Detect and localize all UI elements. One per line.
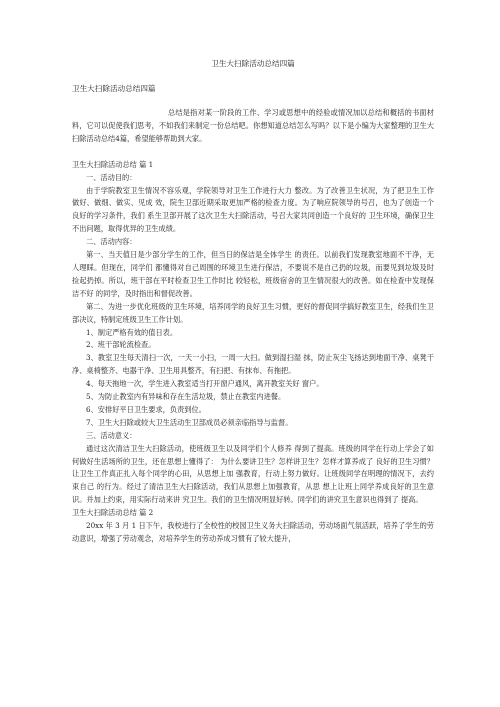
part2-para1: 20xx 年 3 月 1 日下午，我校进行了全校性的校园卫生义务大扫除活动，劳动场面气氛活跃，培养了学生的劳动意识，增强了劳动观念，对培养学生的劳动养成习惯有了较大提升， xyxy=(72,521,434,543)
list-item: 6、安排好平日卫生要求，负责到位。 xyxy=(86,404,206,414)
part1-section1-title: 一、活动目的： xyxy=(86,172,137,182)
part1-section2-para2: 第二、为进一步优化班级的卫生环境，培养同学的良好卫生习惯，更好的督促同学搞好教室卫生，经我们生卫部决议，特制定班级卫生工作计划。 xyxy=(72,301,434,324)
part1-heading: 卫生大扫除活动总结 篇 1 xyxy=(72,159,154,169)
intro-paragraph: 总结是指对某一阶段的工作、学习或思想中的经验或情况加以总结和概括的书面材料，它可以促使我们思考，不如我们来制定一份总结吧。你想知道总结怎么写吗？以下是小编为大家整理的卫生大扫除活动总结4篇，希望能够帮助到大家。 xyxy=(72,108,434,143)
list-item: 3、教室卫生每天清扫一次，一天一小扫，一周一大扫。做到湿扫湿 抹，防止灰尘飞扬达到地面干净、桌凳干净、桌椅整齐、电器干净、卫生用具整齐，有扫把、有抹布、有拖把。 xyxy=(72,353,434,376)
list-item: 1、制定严格有效的值日表。 xyxy=(86,327,178,337)
part1-section3-text: 通过这次清洁卫生大扫除活动，使班级卫生以及同学们个人修养 得到了提高。班级的同学在行动上学会了如何做好生活场所的卫生，还在思想上懂得了： 为什么要讲卫生？怎样讲卫生？怎样才算养成了 良好的卫生习惯？让卫生工作真正扎入每个同学的心田，从思想上加 强教育，行动上努力做好。让班级同学在明理的情况下，去约束自己 的行为。经过了清洁卫生大扫除活动，我们从思想上加强教育，从思 想上让班上同学养成良好的卫生意识。并加上约束，用实际行动来讲 究卫生。我们的卫生情况明显好转。同学们的讲究卫生意识也得到了 提高。 xyxy=(72,443,434,505)
part1-section3-title: 三、活动意义： xyxy=(86,430,137,440)
part1-section2-title: 二、活动内容： xyxy=(86,237,137,247)
part2-heading: 卫生大扫除活动总结 篇 2 xyxy=(72,508,154,518)
document-title: 卫生大扫除活动总结四篇 xyxy=(211,59,295,68)
part1-section2-para1: 第一、当天值日是少部分学生的工作，但当日的保洁是全体学生 的责任。以前我们发现教室地面不干净，无人理睬。但现在，同学们 都懂得对自己周围的环境卫生进行保洁，不要说不是自己扔的垃圾，而要见到垃圾及时捡起扔掉。所以，班干部在平时检查卫生工作时比 较轻松，班级宿舍的卫生情况很大的改善。如在检查中发现保洁不好 的同学，及时指出和督促改善。 xyxy=(72,250,434,298)
list-item: 4、每天拖地一次，学生进入教室适当打开窗户通风，离开教室关好 窗户。 xyxy=(86,379,324,389)
list-item: 5、为防止教室内有异味和存在生活垃圾，禁止在教室内进餐。 xyxy=(86,392,286,402)
part1-section1-text: 由于学院教室卫生情况不容乐观，学院领导对卫生工作进行大力 整改。为了改善卫生状况，为了把卫生工作做好、做细、做实、见成 效，院生卫部近期采取更加严格的检查力度。为了响应院领导的号召，也为了创造一个良好的学习条件，我们 系生卫部开展了这次卫生大扫除活动，号召大家共同创造一个良好的 卫生环境，确保卫生不出问题，取得优异的卫生成绩。 xyxy=(72,185,434,234)
list-item: 7、卫生大扫除或较大卫生活动生卫部成员必须亲临指导与监督。 xyxy=(86,417,293,427)
list-item: 2、班干部轮流检查。 xyxy=(86,340,156,350)
document-subtitle: 卫生大扫除活动总结四篇 xyxy=(72,84,156,93)
